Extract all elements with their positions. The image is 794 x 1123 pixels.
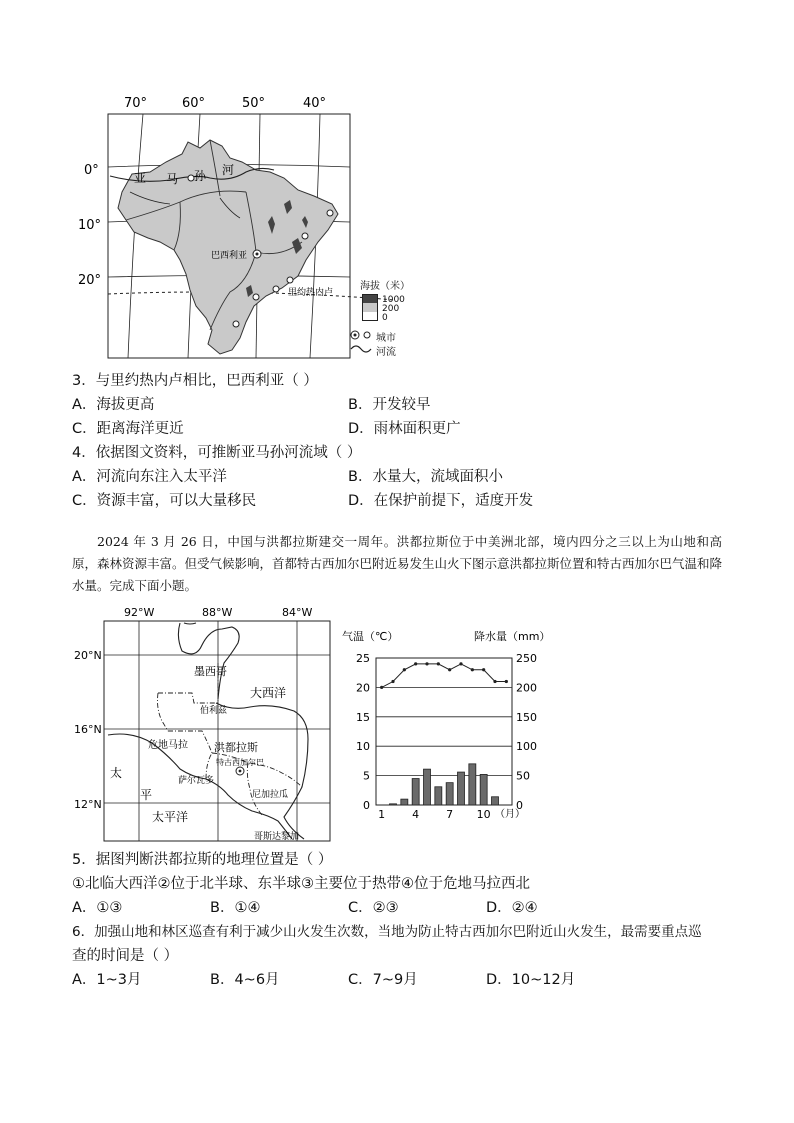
map-frame <box>104 621 330 841</box>
temperature-point <box>414 662 417 665</box>
q5-option-b[interactable]: B．①④ <box>210 900 261 916</box>
precipitation-bar <box>446 783 453 805</box>
lat-label: 20°N <box>74 649 102 662</box>
y-right-tick: 150 <box>516 710 537 724</box>
city-marker <box>302 233 308 239</box>
honduras-passage: 2024 年 3 月 26 日，中国与洪都拉斯建交一周年。洪都拉斯位于中美洲北部，境内四分之三以上为山地和高原，森林资源丰富。但受气候影响，首都特古西加尔巴附近易发生山火下图示意洪都拉斯位置和特古西加尔巴气温和降水量。完成下面小题。 <box>72 534 723 593</box>
precipitation-bar <box>458 772 465 805</box>
lat-label: 20° <box>78 273 102 288</box>
label-capital: 特古西加尔巴 <box>216 758 264 767</box>
q3-option-d[interactable]: D．雨林面积更广 <box>348 421 461 437</box>
q5-option-c[interactable]: C．②③ <box>348 900 399 916</box>
lon-label: 84°W <box>282 606 313 619</box>
q6-option-c[interactable]: C．7~9月 <box>348 972 418 988</box>
precipitation-bar <box>435 787 442 805</box>
label-nicaragua: 尼加拉瓜 <box>252 790 289 800</box>
city-marker <box>287 277 293 283</box>
legend-level: 200 <box>382 304 400 314</box>
legend-city-label: 城市 <box>376 333 396 344</box>
x-tick: 4 <box>412 808 420 821</box>
y-left-tick: 15 <box>356 710 370 724</box>
temperature-point <box>493 680 496 683</box>
lat-label: 10° <box>78 218 102 233</box>
city-label-rio: 里约热内卢 <box>288 288 334 298</box>
river-label-char: 河 <box>222 163 235 177</box>
temperature-point <box>425 662 428 665</box>
legend-title: 海拔（米） <box>360 281 410 292</box>
city-label-brasilia: 巴西利亚 <box>211 251 248 261</box>
lon-label: 70° <box>124 96 148 111</box>
city-marker <box>273 286 279 292</box>
temperature-point <box>403 668 406 671</box>
y-right-tick: 0 <box>516 799 523 812</box>
label-el-salvador: 萨尔瓦多 <box>178 776 215 786</box>
city-symbol <box>364 332 370 338</box>
x-tick: 1 <box>378 808 386 821</box>
label-belize: 伯利兹 <box>200 706 228 716</box>
temperature-point <box>459 662 462 665</box>
lat-label: 16°N <box>74 723 102 736</box>
y-right-tick: 100 <box>516 740 537 754</box>
label-mexico: 墨西哥 <box>194 665 227 678</box>
y-left-tick: 5 <box>363 769 370 783</box>
city-marker <box>188 175 194 181</box>
precipitation-bar <box>469 764 476 805</box>
question-5-stem: 5．据图判断洪都拉斯的地理位置是（ ） <box>72 852 333 868</box>
temperature-line <box>382 664 507 688</box>
lat-label: 12°N <box>74 798 102 811</box>
q4-option-c[interactable]: C．资源丰富，可以大量移民 <box>72 493 257 509</box>
precipitation-bar <box>492 797 499 805</box>
question-6-stem-line1: 6．加强山地和林区巡查有利于减少山火发生次数，当地为防止特古西加尔巴附近山火发生，最需要重点巡 <box>72 924 702 940</box>
lat-label: 0° <box>84 163 99 178</box>
temperature-point <box>448 668 451 671</box>
q6-option-d[interactable]: D．10~12月 <box>486 972 576 988</box>
q5-option-a[interactable]: A．①③ <box>72 900 123 916</box>
y-left-axis-title: 气温（℃） <box>342 630 399 643</box>
lon-label: 40° <box>303 96 327 111</box>
temperature-point <box>380 686 383 689</box>
river-label-char: 亚 <box>134 171 147 185</box>
lon-label: 88°W <box>202 606 233 619</box>
x-tick: 10 <box>476 808 491 821</box>
q6-option-b[interactable]: B．4~6月 <box>210 972 280 988</box>
y-left-tick: 0 <box>363 799 370 812</box>
y-left-tick: 10 <box>356 740 370 754</box>
q3-option-b[interactable]: B．开发较早 <box>348 397 431 413</box>
q3-option-a[interactable]: A．海拔更高 <box>72 397 155 413</box>
lon-label: 50° <box>242 96 266 111</box>
temperature-point <box>391 680 394 683</box>
question-5-statements: ①北临大西洋②位于北半球、东半球③主要位于热带④位于危地马拉西北 <box>72 876 530 892</box>
question-3-stem: 3．与里约热内卢相比，巴西利亚（ ） <box>72 373 318 389</box>
y-right-tick: 250 <box>516 652 537 665</box>
x-tick: 7 <box>446 808 454 821</box>
y-left-tick: 20 <box>356 681 370 695</box>
label-guatemala: 危地马拉 <box>148 740 188 751</box>
temperature-point <box>482 668 485 671</box>
y-right-tick: 200 <box>516 681 537 695</box>
city-marker <box>233 321 239 327</box>
city-marker <box>253 294 259 300</box>
city-marker <box>327 210 333 216</box>
y-left-tick: 25 <box>356 652 370 665</box>
label-pacific: 太平洋 <box>152 810 189 824</box>
legend-river-label: 河流 <box>376 347 396 358</box>
q5-option-d[interactable]: D．②④ <box>486 900 538 916</box>
q3-option-c[interactable]: C．距离海洋更近 <box>72 421 184 437</box>
label-costa-rica: 哥斯达黎加 <box>254 832 300 842</box>
precipitation-bar <box>480 774 487 805</box>
precipitation-bar <box>412 779 419 805</box>
y-right-tick: 50 <box>516 769 530 783</box>
climate-chart <box>340 624 550 824</box>
honduras-map <box>72 603 334 843</box>
label-pacific-b: 平 <box>140 788 153 802</box>
precipitation-bar <box>401 799 408 805</box>
lon-label: 92°W <box>124 606 155 619</box>
x-unit-label: （月） <box>495 809 525 820</box>
temperature-point <box>471 668 474 671</box>
temperature-point <box>505 680 508 683</box>
q4-option-d[interactable]: D．在保护前提下，适度开发 <box>348 493 534 509</box>
label-honduras: 洪都拉斯 <box>214 741 258 754</box>
precipitation-bar <box>424 769 431 805</box>
river-label-char: 孙 <box>194 169 207 183</box>
legend-level: 1000 <box>382 295 405 305</box>
label-atlantic: 大西洋 <box>250 686 287 700</box>
river-label-char: 马 <box>166 172 179 186</box>
temperature-point <box>437 662 440 665</box>
map1-legend <box>350 277 410 357</box>
precipitation-bar <box>390 804 397 805</box>
lon-label: 60° <box>182 96 206 111</box>
q4-option-a[interactable]: A．河流向东注入太平洋 <box>72 469 227 485</box>
question-6-stem-line2: 查的时间是（ ） <box>72 948 179 964</box>
legend-swatch-low <box>362 312 378 321</box>
q6-option-a[interactable]: A．1~3月 <box>72 972 142 988</box>
y-right-axis-title: 降水量（mm） <box>474 630 550 643</box>
plot-frame <box>376 658 512 805</box>
river-symbol <box>351 346 371 352</box>
legend-level: 0 <box>382 313 388 323</box>
label-pacific-a: 太 <box>110 766 123 780</box>
question-4-stem: 4．依据图文资料，可推断亚马孙河流域（ ） <box>72 445 362 461</box>
q4-option-b[interactable]: B．水量大，流域面积小 <box>348 469 503 485</box>
